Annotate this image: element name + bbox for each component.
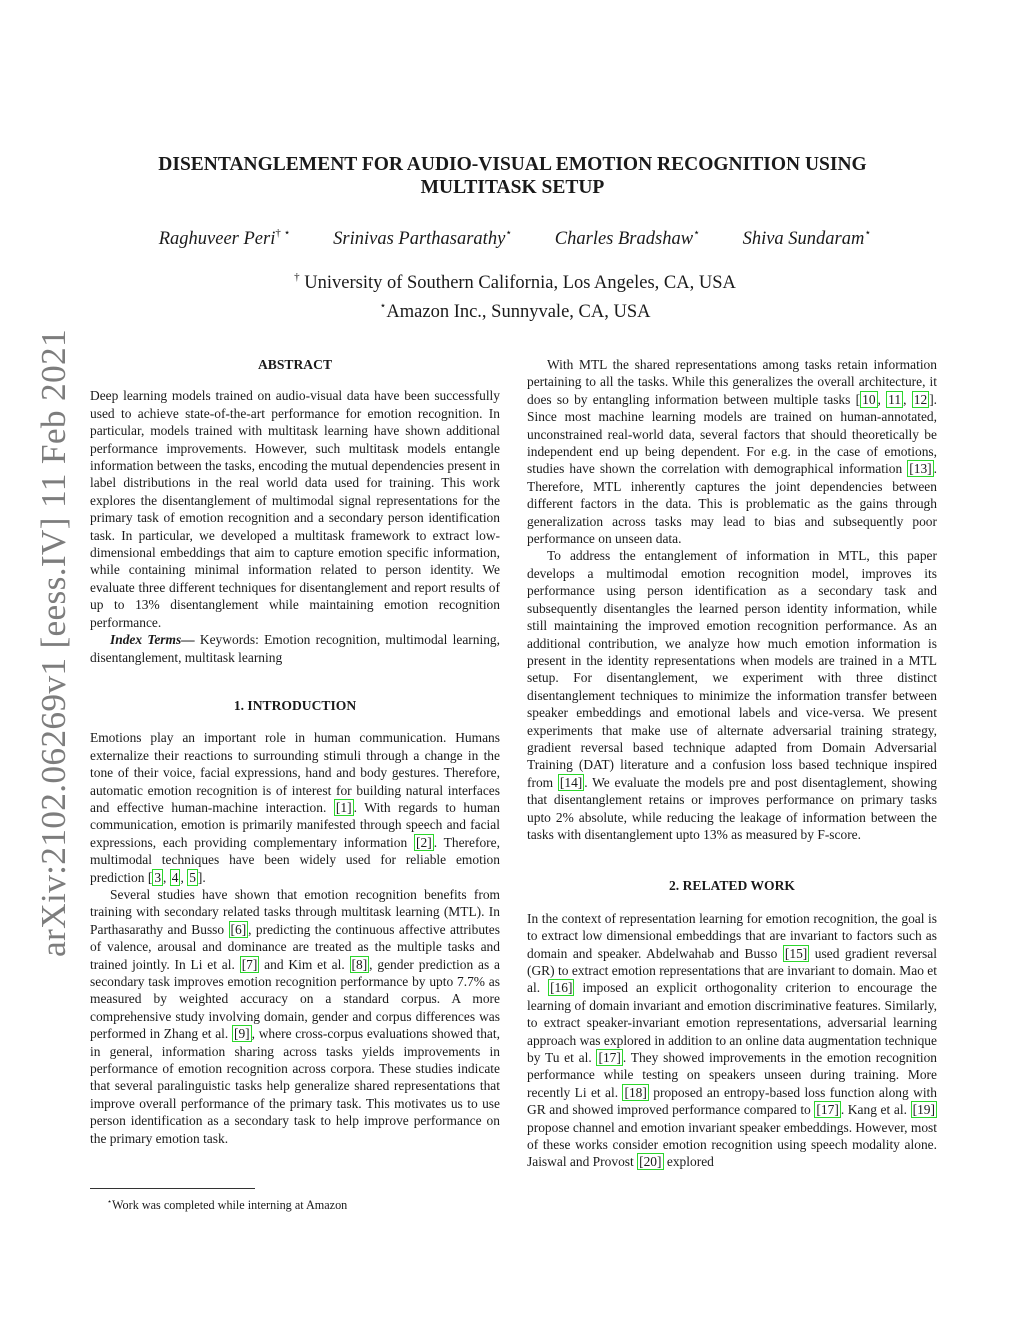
citation-link[interactable]: [1] xyxy=(335,799,352,815)
author: Raghuveer Peri† ⋆ xyxy=(158,227,291,249)
intro-paragraph-1: Emotions play an important role in human communication. Humans externalize their reactions to surrounding stimuli through a change in the tone of their voice, facial expressions, hand and body gestures. Therefore, automatic emotion recognition is of interest for building natural interfaces and effective human-machine interaction. [1] . With regards to human communication, emotion is primarily manifested through speech and facial expressions, each providing complementary information [2] . Therefore, multimodal techniques have been widely used for reliable emotion prediction [ 3 , 4 , 5 ]. xyxy=(90,730,500,885)
author: Charles Bradshaw⋆ xyxy=(554,227,700,249)
citation-link[interactable]: [2] xyxy=(416,834,432,850)
index-terms: Index Terms— Keywords: Emotion recognition, multimodal learning, disentanglement, multitask learning xyxy=(90,632,501,665)
citation-link[interactable]: [17] xyxy=(598,1050,621,1066)
title-line-2: MULTITASK SETUP xyxy=(420,176,605,198)
footnote-divider xyxy=(90,1188,255,1189)
section-heading-introduction: 1. INTRODUCTION xyxy=(233,697,357,713)
footnote: ⋆Work was completed while interning at Amazon xyxy=(107,1197,348,1212)
section-heading-related-work: 2. RELATED WORK xyxy=(668,878,795,894)
citation-link[interactable]: 3 xyxy=(154,869,162,885)
citation-link[interactable]: [18] xyxy=(624,1084,647,1100)
intro-paragraph-2: Several studies have shown that emotion recognition benefits from training with secondary related tasks through multitask learning (MTL). In Parthasarathy and Busso [6] , predicting the continuous affective attributes of valence, arousal and dominance are treated as the multiple tasks and trained jointly. In Li et al. [7] and Kim et al. [8] , gender prediction as a secondary task improves emotion recognition performance by upto 7.7% as measured by weighted accuracy on a standard corpus. A more comprehensive study involving domain, gender and corpus differences was performed in Zhang et al. [9] , where cross-corpus evaluations showed that, in general, information sharing across tasks yields improvements in performance of emotion recognition across corpora. These studies indicate that several paralinguistic tasks help generalize shared representations that improve overall performance of the primary task. This motivates us to use person identification as a secondary task to help improve performance on the primary emotion task. xyxy=(90,886,500,1146)
citation-link[interactable]: 12 xyxy=(913,391,928,407)
citation-link[interactable]: [15] xyxy=(784,945,808,961)
abstract-heading: ABSTRACT xyxy=(257,357,333,372)
citation-link[interactable]: 11 xyxy=(888,391,902,407)
citation-link[interactable]: [9] xyxy=(233,1026,250,1042)
abstract-text: Deep learning models trained on audio-visual data have been successfully used to achieve state-of-the-art performance for emotion recognition. In particular, models trained with multitask learning have shown additional performance improvements. However, such multitask models entangle information between the tasks, encoding the mutual dependencies present in label distributions in the real world data used for training. This work explores the disentanglement of multimodal signal representations for the primary task of emotion recognition and a secondary person identification task. In particular, we developed a multitask framework to extract low-dimensional embeddings that aim to capture emotion specific information, while containing minimal information related to person identity. We evaluate three different techniques for disentanglement and report results of up to 13% disentanglement while maintaining emotion recognition performance. xyxy=(90,388,500,630)
title-line-1: DISENTANGLEMENT FOR AUDIO-VISUAL EMOTION RECOGNITION USING xyxy=(158,154,867,175)
citation-link[interactable]: 4 xyxy=(171,869,179,885)
citation-link[interactable]: 5 xyxy=(189,869,196,885)
citation-link[interactable]: 10 xyxy=(862,391,876,407)
citation-link[interactable]: [20] xyxy=(639,1154,662,1170)
intro-paragraph-3: With MTL the shared representations among tasks retain information pertaining to all the tasks. While this generalizes the overall architecture, it does so by entangling information between multiple tasks [ 10 , 11 , 12 ]. Since most machine learning models are trained on human-annotated, unconstrained real-world data, several factors that should theoretically be independent end up being dependent. For e.g. in the case of emotions, studies have shown the correlation with demographical information [13] . Therefore, MTL inherently captures the joint dependencies between different factors in the data. This is problematic as the gains through generalization across tasks may lead to bias and subsequently poor performance on unseen data. xyxy=(527,357,938,547)
citation-link[interactable]: [17] xyxy=(816,1102,839,1118)
author: Srinivas Parthasarathy⋆ xyxy=(333,227,513,249)
affiliation: ⋆Amazon Inc., Sunnyvale, CA, USA xyxy=(379,300,651,322)
author-list xyxy=(100,220,930,252)
citation-link[interactable]: [7] xyxy=(241,956,258,972)
left-column xyxy=(90,356,500,1147)
citation-link[interactable]: [8] xyxy=(351,956,368,972)
affiliation: † University of Southern California, Los Angeles, CA, USA xyxy=(294,271,736,293)
paper-title xyxy=(110,154,915,199)
citation-link[interactable]: [19] xyxy=(912,1102,935,1118)
citation-link[interactable]: [6] xyxy=(230,921,247,937)
citation-link[interactable]: [14] xyxy=(559,774,583,790)
author: Shiva Sundaram⋆ xyxy=(742,227,872,249)
right-column xyxy=(527,356,937,1171)
citation-link[interactable]: [13] xyxy=(909,461,932,477)
citation-link[interactable]: [16] xyxy=(550,980,573,996)
arxiv-sidebar-id: arXiv:2102.06269v1 [eess.IV] 11 Feb 2021 xyxy=(33,329,73,957)
index-terms-label: Index Terms— xyxy=(110,632,195,648)
affiliations xyxy=(100,266,930,324)
intro-paragraph-4: To address the entanglement of information in MTL, this paper develops a multimodal emotion recognition model, improves its performance using person identification as a secondary task and subsequently disentangles the learned person identity information, while still maintaining the improved emotion recognition performance. As an additional contribution, we analyze how much emotion information is present in the identity representations when models are trained in a MTL setup. For disentanglement, we experiment with three distinct disentanglement techniques to minimize the information transfer between speaker embeddings and emotional labels and vice-versa. We present experiments that make use of alternate adversarial training strategy, gradient reversal based technique adapted from Domain Adversarial Training (DAT) literature and a confusion loss based technique inspired from [14] . We evaluate the models pre and post disentaglement, showing that disentanglement retains or improves performance on primary tasks upto 2% absolute, while reducing the leakage of information between the tasks with disentanglement upto 13% as measured by F-score. xyxy=(527,548,938,842)
related-paragraph-1: In the context of representation learning for emotion recognition, the goal is to extract low dimensional embeddings that are invariant to factors such as domain and speaker. Abdelwahab and Busso [15] used gradient reversal (GR) to extract emotion representations that are invariant to domain. Mao et al. [16] imposed an explicit orthogonality criterion to encourage the learning of domain invariant and emotion discriminative features. Similarly, to extract speaker-invariant emotion representations, adversarial learning approach was explored in addition to an online data augmentation technique by Tu et al. [17] . They showed improvements in the emotion recognition performance while testing on speakers unseen during training. More recently Li et al. [18] proposed an entropy-based loss function along with GR and showed improved performance compared to [17] . Kang et al. [19] propose channel and emotion invariant speaker embeddings. However, most of these works consider emotion recognition using speech modality alone. Jaiswal and Provost [20] explored xyxy=(527,910,938,1170)
